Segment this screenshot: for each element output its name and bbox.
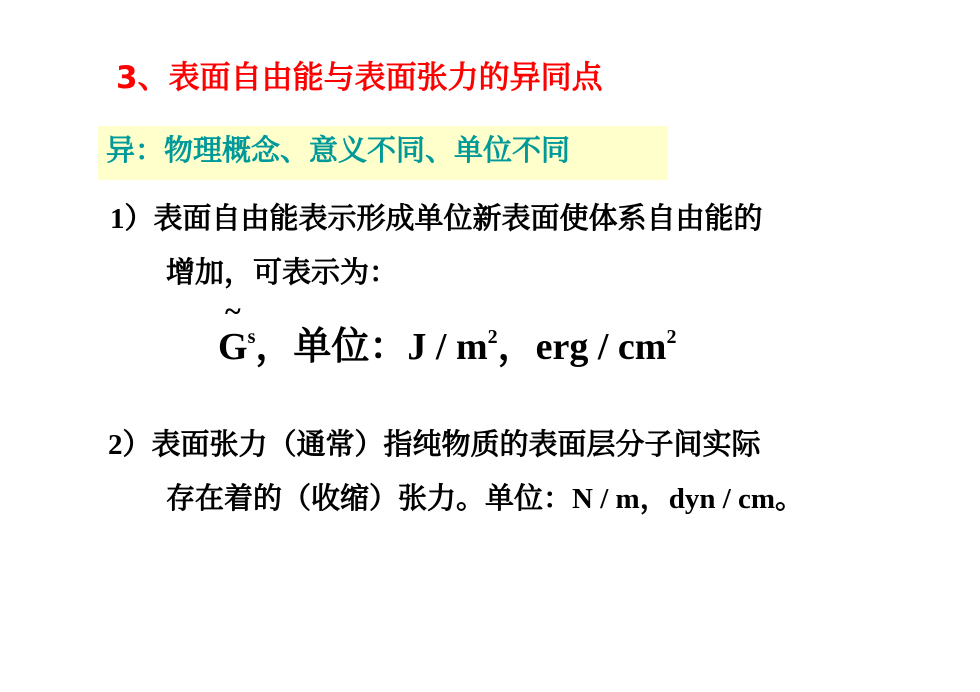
unit-n-per-m: N / m [572,483,640,515]
gibbs-letter: G [218,326,248,368]
formula-unit-label: 单位： [293,324,408,368]
point-2-text-2: 存在着的（收缩）张力。单位： [166,481,573,515]
difference-summary: 异：物理概念、意义不同、单位不同 [106,133,571,167]
point-2-text-1: 表面张力（通常）指纯物质的表面层分子间实际 [151,427,761,461]
unit-dyn-per-cm: dyn / cm [668,483,776,515]
point-2-line-2 [166,476,804,521]
slide-title: 3、表面自由能与表面张力的异同点 [116,60,603,96]
point-2-period: 。 [775,481,805,515]
unit-erg-per-cm2-exponent: 2 [666,326,677,348]
point-1-paren: ） [124,201,154,235]
point-1-number: 1 [110,203,125,235]
gibbs-symbol [218,295,248,375]
point-2-paren: ） [122,427,152,461]
point-1-line-1 [110,196,763,241]
formula-comma-1: ， [255,324,294,368]
unit-j-per-m2: J / m [407,326,488,368]
point-1-text-1: 表面自由能表示形成单位新表面使体系自由能的 [153,201,763,235]
surface-free-energy-formula [218,295,677,375]
unit-erg-per-cm2: erg / cm [535,326,667,368]
point-2-number: 2 [108,429,123,461]
unit-j-per-m2-exponent: 2 [487,326,498,348]
point-1-line-2 [166,250,398,294]
gibbs-superscript: s [247,326,256,348]
tilde-accent: ~ [225,295,241,328]
point-1-text-2: 增加，可表示为： [166,255,399,289]
point-2-comma: ， [639,481,669,515]
point-2-line-1 [108,422,761,467]
formula-comma-2: ， [497,324,536,368]
